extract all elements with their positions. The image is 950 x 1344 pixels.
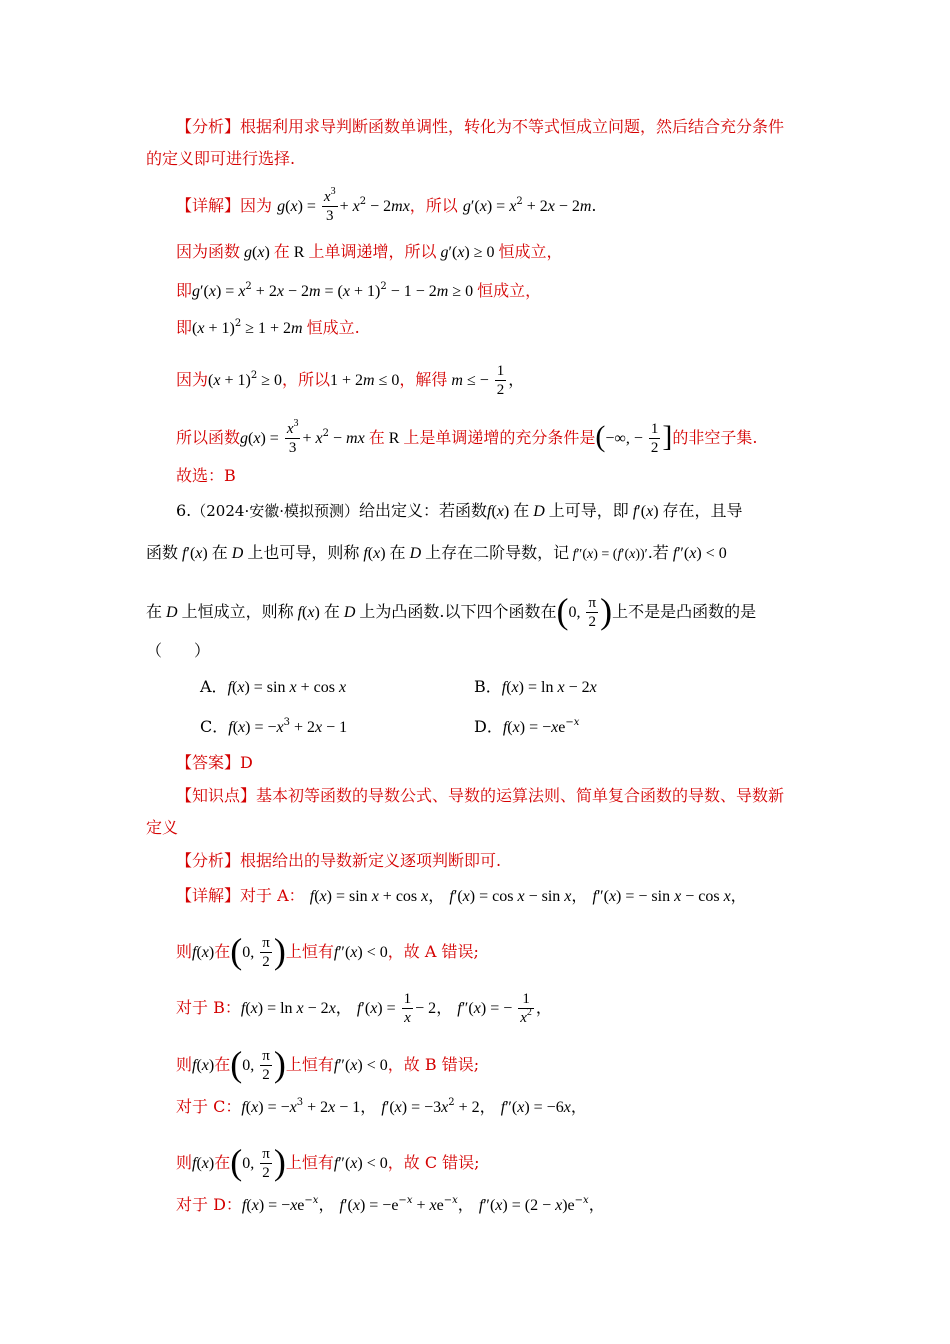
- detail-line-2: 因为函数 g(x) 在 R 上单调递增，所以 g′(x) ≥ 0 恒成立，: [176, 242, 563, 261]
- detail2-a-1: 【详解】对于 A： f(x) = sin x + cos x， f′(x) = cos x − sin x， f″(x) = − sin x − cos x，: [176, 886, 747, 905]
- detail2-c-1: 对于 C：$f(x) = -x^3 + 2x - 1$， $f'(x) = -3x^2 + 2$， f″(x) = −6x，: [176, 1097, 587, 1116]
- option-b[interactable]: B．f(x) = ln x − 2x: [474, 677, 597, 696]
- knowledge-line-1: 【知识点】基本初等函数的导数公式、导数的运算法则、简单复合函数的导数、导数新: [176, 786, 785, 805]
- detail2-d-1: 对于 D：$f(x) = -xe^{-x}$， $f'(x) = -e^{-x} + xe^{-x}$， $f''(x) = (2 - x)e^{-x}$，: [176, 1195, 605, 1214]
- question-source: （2024·安徽·模拟预测）: [191, 502, 359, 520]
- option-c[interactable]: C．$f(x) = -x^3 + 2x - 1$: [200, 717, 348, 736]
- answer-line: [176, 752, 253, 774]
- detail2-b-1: 对于 B：f(x) = ln x − 2x， f′(x) = $\frac{1}{x}$ − 2， f″(x) = − $\frac{1}{x^2}$ ，: [176, 991, 552, 1026]
- option-a[interactable]: A．f(x) = sin x + cos x: [200, 677, 347, 696]
- analysis-2: 【分析】根据给出的导数新定义逐项判断即可.: [176, 851, 502, 870]
- question-6-line-1: 6.（2024·安徽·模拟预测）给出定义：若函数f(x) 在 D 上可导，即 f′(x) 存在，且导: [176, 501, 743, 520]
- detail-line-4: 即$(x + 1)^2 \ge 1 + 2m$ 恒成立.: [176, 318, 360, 337]
- detail-line-5: 因为$(x + 1)^2 \ge 0$，所以1 + 2m ≤ 0，解得 m ≤ − $\frac{1}{2}$ ，: [176, 363, 525, 398]
- analysis-text-cont: 的定义即可进行选择.: [146, 149, 296, 168]
- detail2-b-2: 则f(x)在(0, $\frac{\pi}{2}$ )上恒有f″(x) < 0，故 B 错误;: [176, 1043, 480, 1084]
- analysis-line-1: [176, 116, 784, 138]
- analysis-text: 根据利用求导判断函数单调性，转化为不等式恒成立问题，然后结合充分条件: [240, 117, 785, 136]
- analysis-label: 【分析】: [176, 117, 241, 136]
- detail2-c-2: 则f(x)在(0, $\frac{\pi}{2}$ )上恒有f″(x) < 0，故 C 错误;: [176, 1141, 480, 1182]
- knowledge-label: 【知识点】: [176, 786, 257, 805]
- detail-label: 【详解】: [176, 196, 241, 215]
- answer-label: 【答案】: [176, 753, 241, 772]
- detail-line-3: 即$g'(x) = x^2 + 2x - 2m = (x + 1)^2 - 1 - 2m \ge 0$ 恒成立，: [176, 281, 542, 300]
- fraction-x3-over-3: $\frac{x^3}{3}$: [323, 186, 336, 224]
- detail2-a-2: 则f(x)在(0, $\frac{\pi}{2}$ )上恒有f″(x) < 0，故 A 错误;: [176, 930, 479, 971]
- question-6-paren: （ ）: [146, 641, 211, 660]
- analysis-line-2: [146, 148, 295, 170]
- detail-choice: 故选：B: [176, 466, 236, 485]
- question-6-line-2: 函数 f′(x) 在 D 上也可导，则称 f(x) 在 D 上存在二阶导数，记 f″(x) = (f′(x))′.若 f″(x) < 0: [146, 543, 727, 562]
- detail-line-1: 【详解】因为 g(x) = $\frac{x^3}{3}$ + $x^2 - 2mx$，所以 $g'(x) = x^2 + 2x - 2m$.: [176, 186, 597, 224]
- question-number: 6.: [176, 501, 192, 520]
- question-6-line-3: 在 D 上恒成立，则称 f(x) 在 D 上为凸函数.以下四个函数在(0, $\frac{\pi}{2}$ )上不是是凸函数的是: [146, 590, 757, 631]
- option-d[interactable]: D．$f(x) = -xe^{-x}$: [474, 717, 580, 736]
- answer-value: D: [240, 753, 253, 772]
- formula-g: g: [277, 198, 286, 215]
- knowledge-line-2: 定义: [146, 818, 179, 837]
- detail-line-6: 所以函数g(x) = $\frac{x^3}{3}$ + $x^2$ − mx 在 R 上是单调递增的充分条件是(−∞, − $\frac{1}{2}$ ]的非空子集.: [176, 418, 758, 456]
